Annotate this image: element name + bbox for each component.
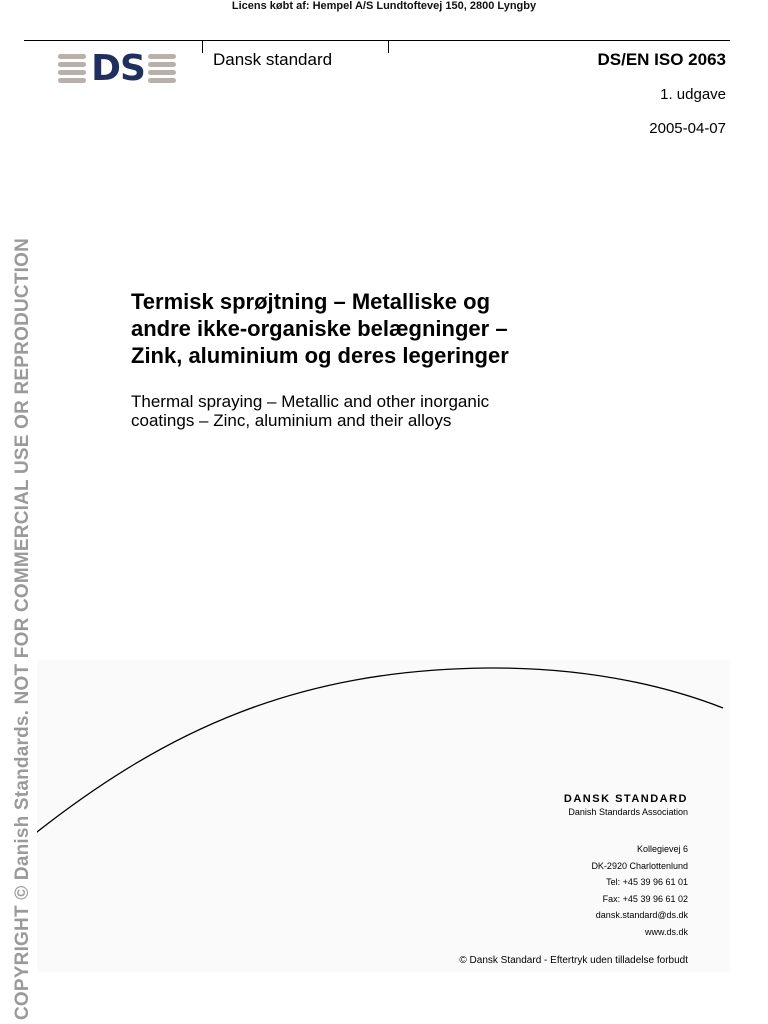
phone-line: Tel: +45 39 96 61 01 bbox=[606, 877, 688, 887]
organization-name: DANSK STANDARD bbox=[563, 793, 688, 805]
title-danish-line: Termisk sprøjtning – Metalliske og bbox=[131, 289, 491, 314]
publication-date: 2005-04-07 bbox=[649, 120, 726, 137]
website-line: www.ds.dk bbox=[644, 926, 688, 937]
copyright-notice: © Dansk Standard - Eftertryk uden tilladelse forbudt bbox=[459, 955, 688, 966]
email-line: dansk.standard@ds.dk bbox=[595, 910, 688, 920]
logo-waves-right bbox=[148, 54, 176, 86]
title-danish bbox=[131, 288, 731, 369]
edition: 1. udgave bbox=[660, 86, 726, 103]
logo-waves-left bbox=[58, 54, 86, 86]
title-english bbox=[131, 392, 731, 430]
header-tick-left bbox=[202, 40, 203, 53]
license-line: Licens købt af: Hempel A/S Lundtoftevej 150, 2800 Lyngby bbox=[231, 0, 537, 12]
address-line: Kollegievej 6 bbox=[636, 844, 688, 854]
document-type: Dansk standard bbox=[213, 50, 333, 69]
logo-text: DS bbox=[91, 48, 145, 89]
fax-line: Fax: +45 39 96 61 02 bbox=[602, 893, 688, 904]
document-number: DS/EN ISO 2063 bbox=[597, 50, 726, 69]
title-english-line: Thermal spraying – Metallic and other inorganic bbox=[131, 392, 490, 411]
title-danish-line: andre ikke-organiske belægninger – bbox=[131, 316, 508, 341]
header-rule bbox=[24, 40, 730, 41]
organization-block bbox=[564, 793, 688, 940]
organization-subtitle: Danish Standards Association bbox=[568, 807, 688, 817]
address-block bbox=[564, 841, 688, 940]
header-tick-right bbox=[388, 40, 389, 53]
copyright-watermark: COPYRIGHT © Danish Standards. NOT FOR COMMERCIAL USE OR REPRODUCTION bbox=[12, 237, 33, 1020]
address-line: DK-2920 Charlottenlund bbox=[591, 860, 688, 871]
title-english-line: coatings – Zinc, aluminium and their alloys bbox=[131, 411, 452, 430]
ds-logo bbox=[58, 48, 176, 90]
title-danish-line: Zink, aluminium og deres legeringer bbox=[131, 343, 509, 368]
